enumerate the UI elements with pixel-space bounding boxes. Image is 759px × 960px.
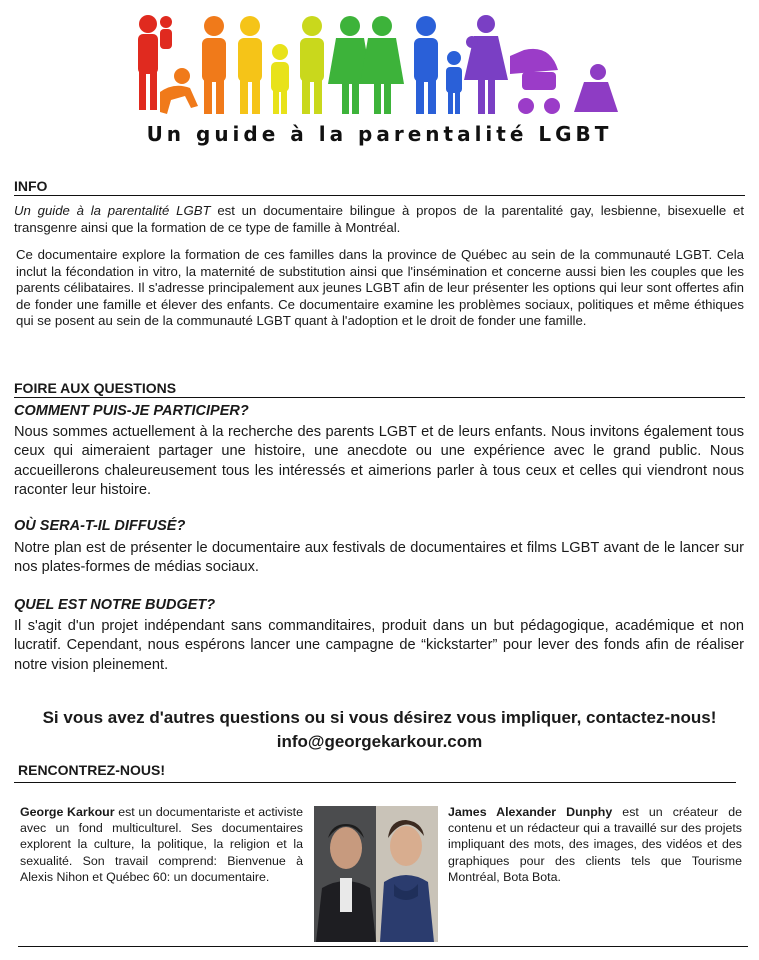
stroller-icon	[510, 49, 560, 114]
faq-answer-2: Notre plan est de présenter le documentaire aux festivals de documentaires et films LGBT avant de le lancer sur nos plates-formes de médias sociaux.	[14, 540, 744, 576]
contact-line: Si vous avez d'autres questions ou si vous désirez vous impliquer, contactez-nous!	[42, 708, 717, 727]
george-name: George Karkour	[20, 805, 115, 819]
team-photo	[314, 806, 438, 942]
doc-title: Un guide à la parentalité LGBT	[14, 203, 211, 218]
orange-figure-icon	[202, 16, 226, 114]
faq-answer-3: Il s'agit d'un projet indépendant sans commanditaires, produit dans un but pédagogique, académique et non lucratif. Cependant, nous espérons lancer une campagne de “kickstarter” pour lever des fonds afin de réaliser notre vision pleinement.	[14, 618, 744, 673]
blue-figure-icon	[414, 16, 462, 114]
faq-question-3: QUEL EST NOTRE BUDGET?	[14, 597, 216, 613]
faq-heading: FOIRE AUX QUESTIONS	[14, 380, 745, 398]
faq-answer-1: Nous sommes actuellement à la recherche des parents LGBT et de leurs enfants. Nous invitons également tous ceux qui aimeraient partager une histoire, une anecdote ou une expérience avec le grand public. Nous accueillerons chaleureusement tous les intéressés et aimerions parler à tous ceux et celles qui viendront nous raconter leur histoire.	[14, 424, 744, 499]
yellow-child-icon	[271, 44, 289, 114]
george-bio-text: est un documentariste et activiste avec un fond multiculturel. Ses documentaires explorent la culture, la politique, la religion et la sexualité. Son travail comprend: Bienvenue à Alexis Nihon et Québec 60: un documentaire.	[20, 805, 303, 884]
bottom-divider	[18, 946, 748, 947]
meet-heading: RENCONTREZ-NOUS!	[18, 762, 165, 778]
orange-crawling-baby-icon	[160, 68, 198, 114]
divider	[14, 782, 736, 783]
info-paragraph-2: Ce documentaire explore la formation de ces familles dans la province de Québec au sein de la communauté LGBT. Cela inclut la fécondation in vitro, la maternité de substitution ainsi que l'insémination et concerne aussi bien les couples que les parents célibataires. Il s'adresse principalement aux jeunes LGBT afin de leur présenter les options qui leur sont offertes afin de fonder une famille et élever des enfants. Ce documentaire examine les problèmes sociaux, politiques et même éthiques qui se posent au sein de la communauté LGBT quant à l'adoption et le droit de fonder une famille.	[16, 247, 744, 328]
info-heading: INFO	[14, 178, 745, 196]
yellow-figure-icon	[238, 16, 262, 114]
page-title: Un guide à la parentalité LGBT	[146, 122, 613, 146]
info-paragraph-1-text: est un documentaire bilingue à propos de la parentalité gay, lesbienne, bisexuelle et transgenre ainsi que la formation de ce type de famille à Montréal.	[14, 203, 744, 235]
james-name: James Alexander Dunphy	[448, 805, 613, 819]
george-bio	[20, 804, 303, 885]
james-bio-text: est un créateur de contenu et un rédacteur qui a travaillé sur des projets impliquant des mots, des images, des vidéos et des graphiques pour des clients tels que Tourisme Montréal, Bota Bota.	[448, 805, 742, 884]
james-bio	[448, 804, 742, 885]
faq-question-2: OÙ SERA-T-IL DIFFUSÉ?	[14, 518, 186, 534]
contact-callout	[0, 706, 759, 754]
info-paragraph-1	[14, 203, 744, 236]
yellow-green-figure-icon	[300, 16, 324, 114]
contact-email-link[interactable]: info@georgekarkour.com	[276, 732, 483, 751]
purple-figure-icon	[464, 15, 508, 114]
rainbow-family-logo	[130, 12, 630, 120]
purple-sitting-child-icon	[574, 64, 618, 112]
faq-question-1: COMMENT PUIS-JE PARTICIPER?	[14, 403, 249, 419]
green-figure-icon	[328, 16, 404, 114]
